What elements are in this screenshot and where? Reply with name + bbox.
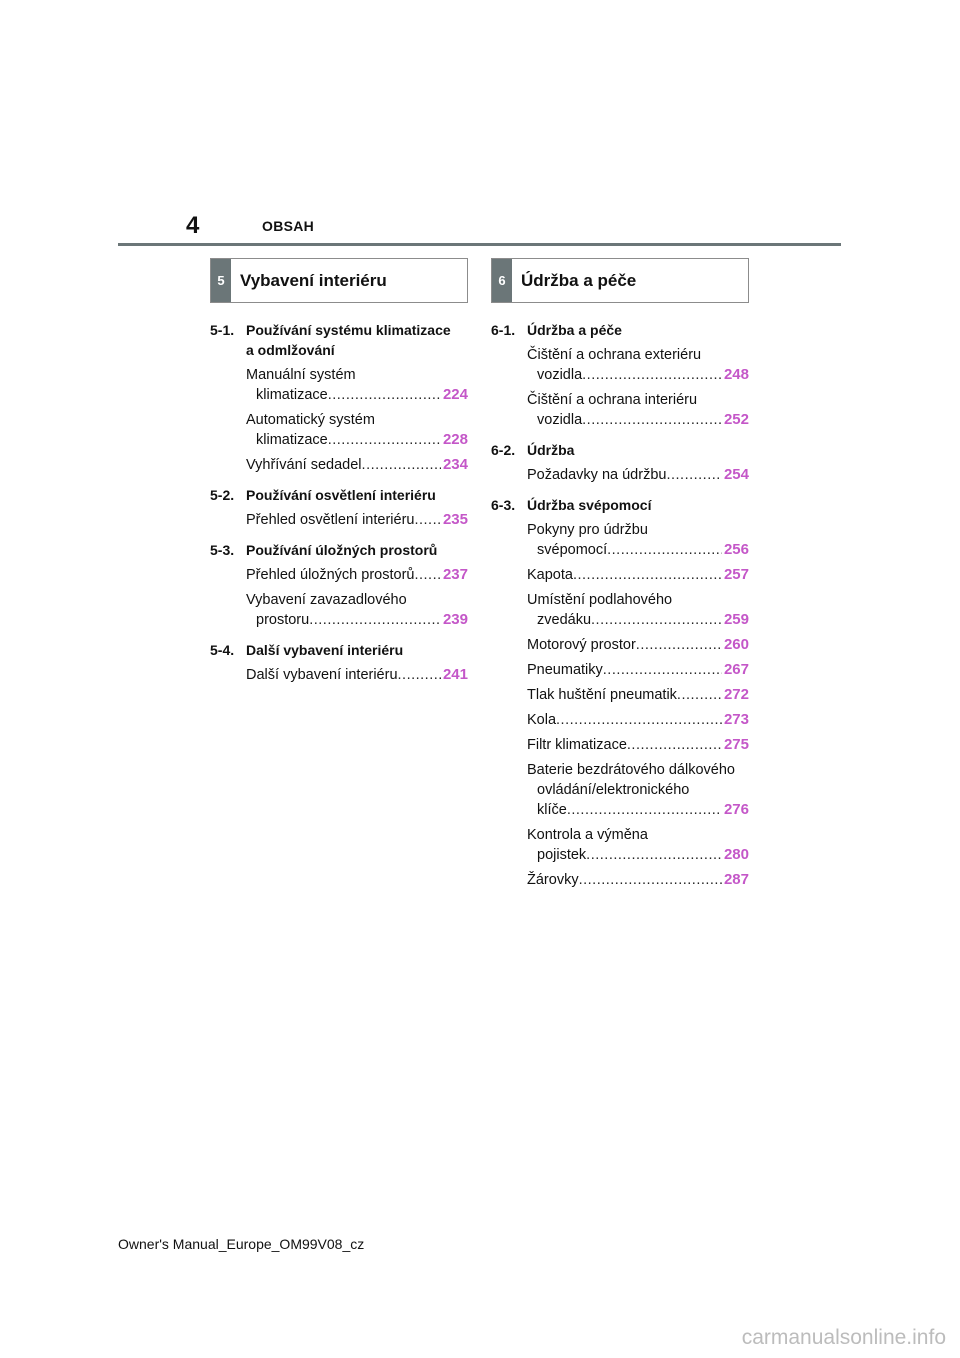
chapter-heading [210, 640, 468, 660]
dot-leader [573, 565, 722, 585]
toc-entry-text: Přehled osvětlení interiéru [246, 512, 415, 528]
toc-entry-text: Žárovky [527, 872, 579, 888]
toc-entry-line [527, 540, 749, 560]
chapter-title-line: Používání osvětlení interiéru [246, 487, 436, 503]
dot-leader [398, 665, 441, 685]
footer-text: Owner's Manual_Europe_OM99V08_cz [118, 1236, 365, 1252]
toc-entry-line [527, 565, 749, 585]
toc-entry-text: Pokyny pro údržbu [527, 522, 648, 538]
watermark: carmanualsonline.info [741, 1326, 946, 1349]
chapter-code: 5-2. [210, 487, 235, 503]
page-link[interactable]: 228 [442, 431, 468, 448]
toc-entry-text: Kola [527, 712, 557, 728]
chapter-title-line: Údržba a péče [527, 322, 622, 338]
toc-entry-text: klimatizace [256, 432, 328, 448]
page-link[interactable]: 260 [723, 636, 749, 653]
chapter-heading [491, 320, 749, 340]
chapter-code: 6-1. [491, 322, 516, 338]
page-link[interactable]: 254 [723, 466, 749, 483]
toc-entry-line [527, 610, 749, 630]
page-link[interactable]: 241 [442, 666, 468, 683]
section-box-5 [210, 258, 468, 303]
toc-entry-text: Tlak huštění pneumatik [527, 687, 677, 703]
page-link[interactable]: 248 [723, 366, 749, 383]
chapter-title-line: Další vybavení interiéru [246, 642, 404, 658]
toc-entry-text: Kapota [527, 567, 573, 583]
toc-entry-line [527, 365, 749, 385]
toc-entry-line [246, 565, 468, 585]
toc-entry[interactable] [210, 410, 468, 450]
toc-entry[interactable] [491, 590, 749, 630]
chapter-title-line: Údržba [527, 442, 575, 458]
toc-entry-text: Pneumatiky [527, 662, 603, 678]
section-title: Údržba a péče [521, 270, 637, 290]
dot-leader [362, 455, 441, 475]
dot-leader [328, 385, 441, 405]
page-link[interactable]: 234 [442, 456, 468, 473]
toc-entry[interactable] [210, 665, 468, 685]
toc-entry-text: Kontrola a výměna [527, 827, 648, 843]
page-link[interactable]: 256 [723, 541, 749, 558]
chapter-code: 6-3. [491, 497, 516, 513]
page-link[interactable]: 273 [723, 711, 749, 728]
page-link[interactable]: 259 [723, 611, 749, 628]
page-link[interactable]: 237 [442, 566, 468, 583]
dot-leader [666, 465, 722, 485]
chapter-title-line: Používání úložných prostorů [246, 542, 438, 558]
toc-entry-text: Baterie bezdrátového dálkového [527, 762, 735, 778]
page-title: OBSAH [262, 218, 315, 234]
toc-entry-line [527, 710, 749, 730]
toc-entry-text: svépomocí [537, 542, 608, 558]
toc-entry-text: Čištění a ochrana exteriéru [527, 347, 702, 363]
dot-leader [567, 800, 722, 820]
toc-entry-line [246, 610, 468, 630]
toc-entry-text: Čištění a ochrana interiéru [527, 392, 698, 408]
dot-leader [309, 610, 441, 630]
toc-column-5 [210, 320, 468, 685]
chapter-code: 5-4. [210, 642, 235, 658]
page-link[interactable]: 239 [442, 611, 468, 628]
page-link[interactable]: 257 [723, 566, 749, 583]
toc-entry[interactable] [210, 590, 468, 630]
section-number: 5 [211, 259, 231, 302]
chapter-title-line: a odmlžování [246, 342, 335, 358]
chapter-title-line: Používání systému klimatizace [246, 322, 451, 338]
toc-column-6 [491, 320, 749, 890]
toc-entry[interactable] [491, 345, 749, 385]
dot-leader [414, 565, 441, 585]
toc-entry-text: Přehled úložných prostorů [246, 567, 415, 583]
toc-entry[interactable] [210, 565, 468, 585]
dot-leader [627, 735, 722, 755]
toc-entry-line [246, 455, 468, 475]
dot-leader [591, 610, 722, 630]
chapter-code: 5-1. [210, 322, 235, 338]
toc-entry-text: ovládání/elektronického [537, 782, 690, 798]
dot-leader [556, 710, 722, 730]
toc-entry[interactable] [210, 365, 468, 405]
chapter-heading [210, 485, 468, 505]
chapter-heading [210, 540, 468, 560]
chapter-code: 6-2. [491, 442, 516, 458]
toc-entry-text: vozidla [537, 367, 583, 383]
toc-entry[interactable] [491, 465, 749, 485]
page-link[interactable]: 235 [442, 511, 468, 528]
chapter-heading [491, 495, 749, 515]
toc-entry-line [527, 660, 749, 680]
toc-entry[interactable] [210, 455, 468, 475]
page-link[interactable]: 267 [723, 661, 749, 678]
toc-entry-line [527, 735, 749, 755]
section-number: 6 [492, 259, 512, 302]
dot-leader [636, 635, 722, 655]
page-link[interactable]: 275 [723, 736, 749, 753]
toc-entry-text: Požadavky na údržbu [527, 467, 667, 483]
toc-entry[interactable] [491, 870, 749, 890]
page-number: 4 [186, 212, 200, 239]
toc-entry-text: Vyhřívání sedadel [246, 457, 362, 473]
section-title: Vybavení interiéru [240, 270, 387, 290]
chapter-title-line: Údržba svépomocí [527, 497, 652, 513]
dot-leader [586, 845, 722, 865]
toc-entry-line [527, 685, 749, 705]
page-link[interactable]: 280 [723, 846, 749, 863]
dot-leader [579, 870, 722, 890]
dot-leader [677, 685, 722, 705]
dot-leader [607, 540, 722, 560]
page-link[interactable]: 224 [442, 386, 468, 403]
dot-leader [414, 510, 441, 530]
toc-entry-text: Motorový prostor [527, 637, 636, 653]
chapter-code: 5-3. [210, 542, 235, 558]
toc-entry[interactable] [491, 390, 749, 430]
toc-entry-line [527, 465, 749, 485]
toc-entry-text: Vybavení zavazadlového [246, 592, 407, 608]
chapter-heading [491, 440, 749, 460]
toc-entry-text: Manuální systém [246, 367, 356, 383]
toc-entry[interactable] [491, 710, 749, 730]
toc-entry-line [527, 800, 749, 820]
page-link[interactable]: 287 [723, 871, 749, 888]
toc-entry-text: Umístění podlahového [527, 592, 673, 608]
toc-entry[interactable] [491, 760, 749, 820]
toc-entry-text: prostoru [256, 612, 310, 628]
toc-entry-line [246, 510, 468, 530]
dot-leader [582, 365, 722, 385]
toc-entry[interactable] [491, 660, 749, 680]
dot-leader [582, 410, 722, 430]
page-link[interactable]: 272 [723, 686, 749, 703]
page-link[interactable]: 252 [723, 411, 749, 428]
page-link[interactable]: 276 [723, 801, 749, 818]
toc-entry[interactable] [491, 685, 749, 705]
toc-entry-line [527, 870, 749, 890]
toc-entry-line [246, 665, 468, 685]
toc-entry-text: klimatizace [256, 387, 328, 403]
toc-entry-text: klíče [537, 802, 567, 818]
toc-entry-text: Filtr klimatizace [527, 737, 627, 753]
toc-entry-line [527, 635, 749, 655]
toc-entry-text: pojistek [537, 847, 587, 863]
toc-entry[interactable] [491, 635, 749, 655]
toc-entry[interactable] [491, 520, 749, 560]
toc-entry-text: vozidla [537, 412, 583, 428]
toc-entry-line [527, 410, 749, 430]
section-box-6 [491, 258, 749, 303]
dot-leader [603, 660, 722, 680]
toc-entry[interactable] [491, 825, 749, 865]
toc-entry-line [246, 430, 468, 450]
toc-entry-text: Automatický systém [246, 412, 375, 428]
chapter-heading [210, 320, 468, 360]
toc-entry[interactable] [491, 565, 749, 585]
toc-entry[interactable] [491, 735, 749, 755]
header-rule [118, 243, 841, 246]
dot-leader [328, 430, 441, 450]
toc-entry-text: Další vybavení interiéru [246, 667, 398, 683]
toc-entry-line [527, 845, 749, 865]
toc-entry-text: zvedáku [537, 612, 592, 628]
toc-entry[interactable] [210, 510, 468, 530]
toc-entry-line [246, 385, 468, 405]
